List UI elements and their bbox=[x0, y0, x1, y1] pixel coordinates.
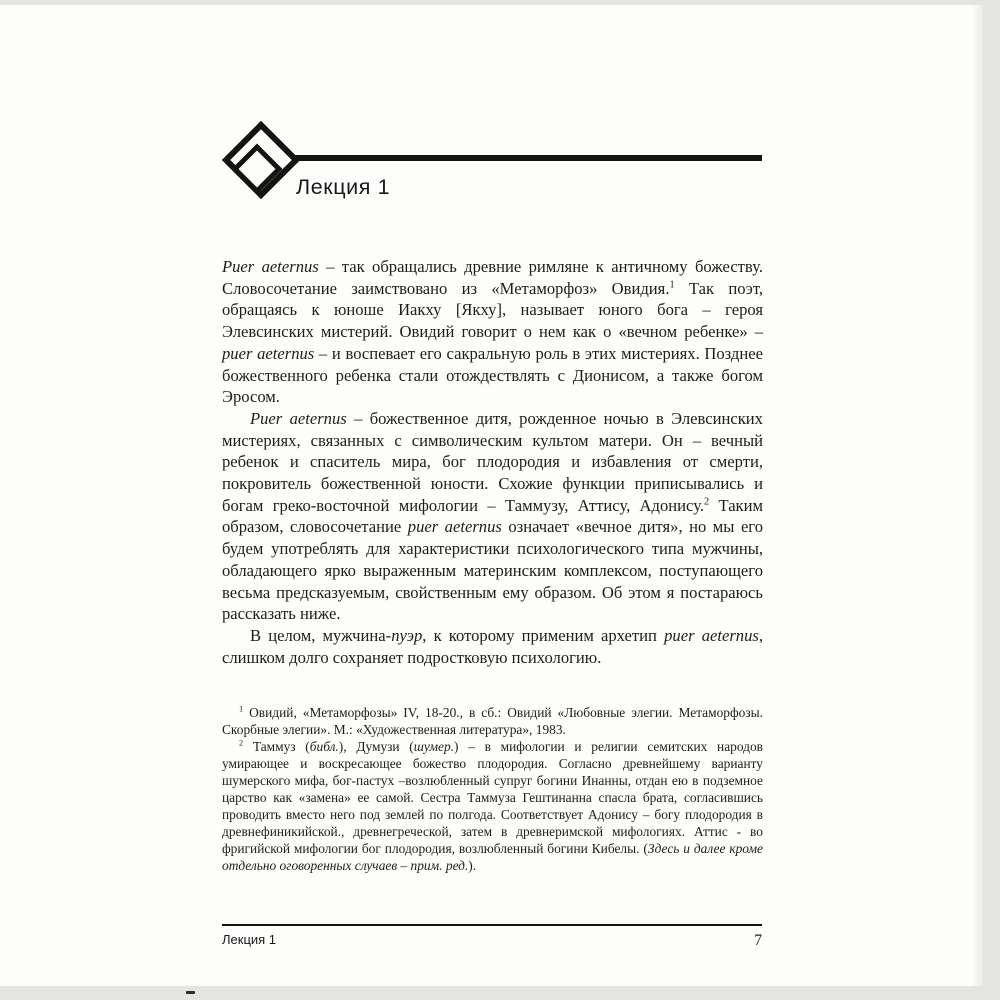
scan-artifact bbox=[186, 991, 195, 994]
text-run: Таким образом, словосочетание bbox=[222, 495, 763, 537]
text-run: – божественное дитя, рожденное ночью в Элевсинских мистериях, связанных с символическим культом матери. Он – вечный ребенок и спаситель мира, бог плодородия и избавления от смерти, покровитель божественной юности. Схожие функции приписывались и богам греко-восточной мифологии – Таммузу, Аттису, Адонису. bbox=[222, 408, 763, 515]
italic-text: puer aeternus bbox=[407, 517, 502, 537]
footnotes bbox=[222, 704, 763, 874]
body-paragraph bbox=[222, 408, 763, 625]
text-run: , слишком долго сохраняет подростковую психологию. bbox=[222, 625, 763, 667]
book-page bbox=[0, 5, 983, 986]
text-run: В целом, мужчина- bbox=[250, 625, 392, 645]
italic-text: Puer aeternus bbox=[250, 408, 347, 428]
italic-text: Здесь и далее кроме отдельно оговоренных случаев – прим. ред. bbox=[222, 841, 763, 873]
footer-chapter-label: Лекция 1 bbox=[222, 932, 277, 947]
chapter-title: Лекция 1 bbox=[296, 175, 391, 199]
text-run: ) – в мифологии и религии семитских народов умирающее и воскресающее божество плодородия. Согласно древнейшему варианту шумерского мифа, бог-пастух –возлюбленный супруг богини Инанны, отдан ею в подземное царство как «замена» ее самой. Сестра Таммуза Гештинанна спасла брата, согласившись проводить вместо него под землей по полгода. Соответствует Адонису – богу плодородия в древнефиникийской., древнегреческой, затем в древнеримской мифологиях. Аттис - во фригийской мифологии бог плодородия, возлюбленный богини Кибелы. ( bbox=[222, 739, 763, 856]
text-run: Овидий, «Метаморфозы» IV, 18-20., в сб.: Овидий «Любовные элегии. Метаморфозы. Скорбные элегии». М.: «Художественная литература», 1983. bbox=[222, 705, 763, 737]
page-number: 7 bbox=[754, 932, 762, 949]
text-run: – так обращались древние римляне к античному божеству. Словосочетание заимствовано из «Метаморфоз» Овидия. bbox=[222, 257, 763, 298]
page-edge-shadow bbox=[971, 5, 983, 986]
page-footer bbox=[222, 924, 762, 950]
text-run: Таммуз ( bbox=[243, 739, 310, 754]
text-run: , к которому применим архетип bbox=[422, 625, 665, 645]
italic-text: пуэр bbox=[391, 625, 423, 645]
footnote bbox=[222, 738, 763, 874]
italic-text: шумер. bbox=[413, 739, 455, 754]
text-run: ). bbox=[468, 858, 477, 873]
italic-text: puer aeternus bbox=[222, 343, 315, 363]
text-run: – и воспевает его сакральную роль в этих мистериях. Позднее божественного ребенка стали отождествлять с Дионисом, а также богом Эросом. bbox=[222, 343, 763, 407]
body-paragraph bbox=[222, 256, 763, 408]
italic-text: библ. bbox=[309, 739, 339, 754]
footnote-marker: 2 bbox=[239, 738, 244, 748]
italic-text: puer aeternus bbox=[664, 625, 759, 645]
footnote-marker: 1 bbox=[669, 279, 675, 291]
footnote-marker: 1 bbox=[239, 704, 244, 714]
text-run: Так поэт, обращаясь к юноше Иакху [Якху], называет юного бога – героя Элевсинских мистерий. Овидий говорит о нем как о «вечном ребенке» – bbox=[222, 278, 763, 342]
footnote-marker: 2 bbox=[703, 496, 710, 508]
footnote bbox=[222, 704, 763, 738]
body-paragraph bbox=[222, 625, 763, 668]
header-rule bbox=[258, 155, 762, 161]
body-text bbox=[222, 256, 763, 668]
text-run: ), Думузи ( bbox=[338, 739, 414, 754]
italic-text: Puer aeternus bbox=[222, 257, 319, 276]
text-run: означает «вечное дитя», но мы его будем употреблять для характеристики психологического типа мужчины, обладающего ярко выраженным материнским комплексом, поступающего весьма предсказуемым, свойственным ему образом. Об этом я постараюсь рассказать ниже. bbox=[222, 517, 764, 624]
